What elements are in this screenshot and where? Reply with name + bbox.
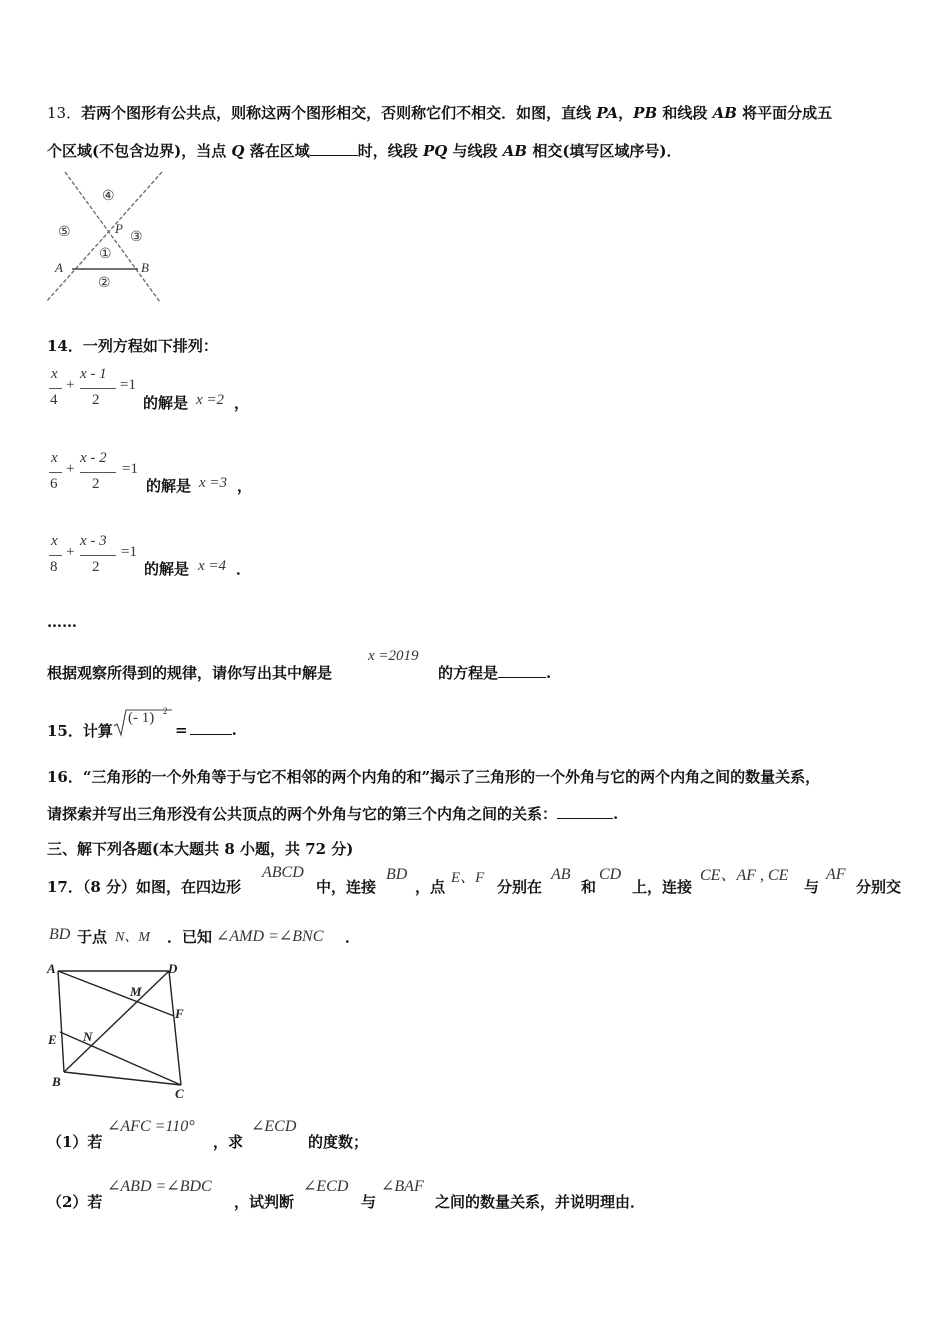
q15-radicand: (- 1) xyxy=(128,710,155,726)
frac-x1-over-2: x - 1 2 xyxy=(80,366,120,410)
point-b-label: B xyxy=(141,260,149,275)
q17-part2-and: 与 xyxy=(361,1193,377,1211)
q17-part1-target: ∠ECD xyxy=(251,1118,297,1135)
q17-part1-mid: ，求 xyxy=(213,1133,244,1151)
q17-lines: CE、AF , CE xyxy=(700,867,789,884)
q15-exponent: 2 xyxy=(163,706,168,716)
region-2-label: ② xyxy=(98,276,111,291)
q17-text-9: ．已知 xyxy=(167,928,213,946)
q14-ellipsis: …… xyxy=(47,613,77,631)
label-b: B xyxy=(52,1074,61,1089)
q17-part2-condition: ∠ABD =∠BDC xyxy=(107,1178,212,1195)
q17-part1-end: 的度数； xyxy=(308,1133,369,1151)
q17-text-5: 上，连接 xyxy=(632,878,693,896)
q17-text-6: 与 xyxy=(804,878,820,896)
q15-answer-blank[interactable] xyxy=(190,720,232,735)
section-title: 三、解下列各题(本大题共 8 小题，共 72 分) xyxy=(47,840,354,858)
q17-af: AF xyxy=(826,866,846,883)
q13-figure xyxy=(40,168,170,306)
q14-final-post: 的方程是 . xyxy=(438,664,552,682)
label-f: F xyxy=(175,1006,184,1021)
q17-text-8: 于点 xyxy=(77,928,108,946)
q14-final-line: 根据观察所得到的规律，请你写出其中解是 xyxy=(47,664,333,682)
label-a: A xyxy=(47,961,56,976)
segment-af xyxy=(58,971,174,1016)
q14-final-solution: x =2019 xyxy=(368,648,419,664)
point-p-label: P xyxy=(115,221,123,236)
q15-answer: = . xyxy=(175,721,237,739)
q17-text-7: 分别交 xyxy=(856,878,902,896)
q17-part2-label: （2）若 xyxy=(47,1193,103,1211)
q17-cd: CD xyxy=(599,866,622,883)
label-e: E xyxy=(48,1032,57,1047)
q17-part2-mid: ，试判断 xyxy=(234,1193,295,1211)
q17-text-3: 分别在 xyxy=(497,878,543,896)
region-1-label: ① xyxy=(99,247,112,262)
frac-x2-over-2: x - 2 2 xyxy=(80,450,120,494)
q17-ef: E、F xyxy=(451,870,485,886)
frac-x-over-6: x 6 xyxy=(49,450,63,494)
side-dc xyxy=(169,971,181,1085)
region-3-label: ③ xyxy=(130,230,143,245)
q17-line1-start: 17．（8 分）如图，在四边形 xyxy=(47,878,242,896)
q13-answer-blank[interactable] xyxy=(310,141,358,156)
label-n: N xyxy=(83,1029,93,1044)
q17-part2-angle-baf: ∠BAF xyxy=(381,1178,424,1195)
q17-bd: BD xyxy=(386,866,408,883)
q17-text-2: ，点 xyxy=(415,878,446,896)
q16-line2: 请探索并写出三角形没有公共顶点的两个外角与它的第三个内角之间的关系： . xyxy=(47,805,619,823)
point-a-label: A xyxy=(55,260,63,275)
q17-text-1: 中，连接 xyxy=(316,878,377,896)
q17-part2-end: 之间的数量关系，并说明理由． xyxy=(435,1193,646,1211)
q17-part1-condition: ∠AFC =110° xyxy=(107,1118,195,1135)
frac-x-over-8: x 8 xyxy=(49,533,63,577)
q17-nm: N、M xyxy=(115,930,150,945)
label-c: C xyxy=(175,1086,184,1100)
q17-bd-2: BD xyxy=(49,926,71,943)
q17-text-4: 和 xyxy=(581,878,597,896)
frac-x-over-4: x 4 xyxy=(49,366,63,410)
region-5-label: ⑤ xyxy=(58,225,71,240)
q14-answer-blank[interactable] xyxy=(498,663,546,678)
q17-condition: ∠AMD =∠BNC xyxy=(216,928,324,945)
q15-label: 15．计算 xyxy=(47,722,113,740)
q13-line1: 13．若两个图形有公共点，则称这两个图形相交，否则称它们不相交．如图，直线 PA，PB 和线段 AB 将平面分成五 xyxy=(47,104,833,122)
q17-abcd: ABCD xyxy=(262,864,304,881)
q17-ab: AB xyxy=(551,866,571,883)
side-ba xyxy=(58,971,64,1072)
label-m: M xyxy=(130,984,142,999)
q17-part2-angle-ecd: ∠ECD xyxy=(303,1178,349,1195)
side-cb xyxy=(64,1072,181,1085)
q17-part1-label: （1）若 xyxy=(47,1133,103,1151)
q16-answer-blank[interactable] xyxy=(557,804,613,819)
q16-line1: 16．“三角形的一个外角等于与它不相邻的两个内角的和”揭示了三角形的一个外角与它的两个内角之间的数量关系， xyxy=(47,768,821,786)
q14-header: 14．一列方程如下排列： xyxy=(47,337,218,355)
label-d: D xyxy=(168,961,178,976)
region-4-label: ④ xyxy=(102,189,115,204)
q13-line2: 个区域(不包含边界)，当点 Q 落在区域 时，线段 PQ 与线段 AB 相交(填写区域序号)． xyxy=(47,142,682,160)
q17-figure xyxy=(44,958,204,1100)
frac-x3-over-2: x - 3 2 xyxy=(80,533,120,577)
q17-text-10: ． xyxy=(345,928,361,946)
